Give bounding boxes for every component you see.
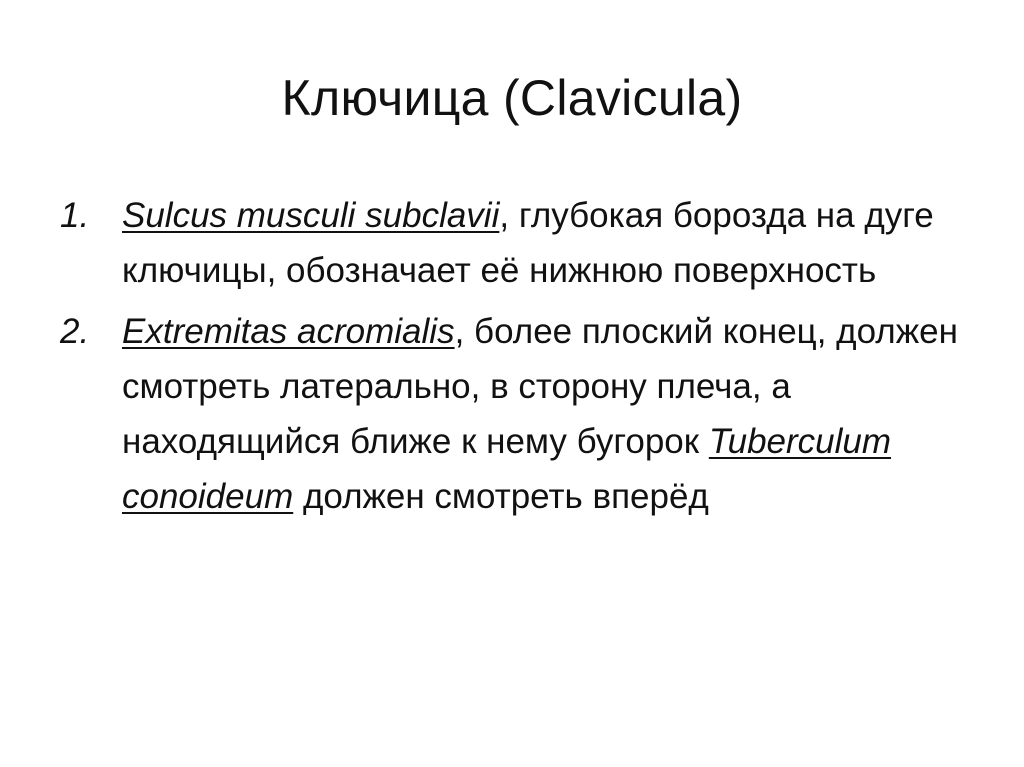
item-number: 1. — [60, 196, 90, 235]
item-number: 2. — [60, 312, 90, 351]
latin-term: Extremitas acromialis — [122, 312, 455, 351]
item-description: , глубокая борозда на дуге ключицы, обозначает её нижнюю поверхность — [122, 196, 934, 290]
item-description-end: должен смотреть вперёд — [293, 477, 709, 516]
slide-title: Ключица (Clavicula) — [281, 70, 743, 126]
item-description: , более плоский конец, должен смотреть латерально, в сторону плеча, а находящийся ближе к нему бугорок — [122, 312, 958, 461]
content-list — [60, 188, 960, 530]
latin-term: Sulcus musculi subclavii — [122, 196, 500, 235]
list-item — [60, 188, 960, 298]
list-item — [60, 304, 960, 524]
latin-term-secondary: Tuberculum conoideum — [122, 422, 892, 516]
